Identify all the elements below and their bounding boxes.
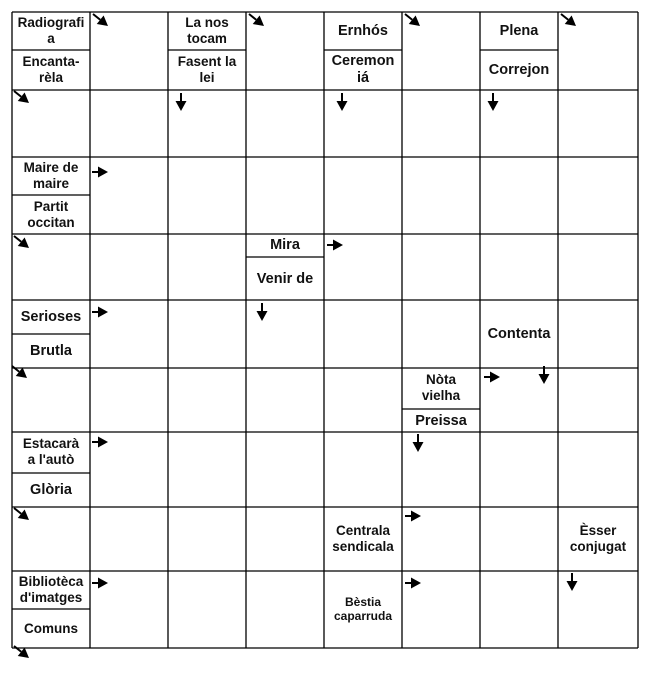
- clue-maire-de-maire: Maire de maire: [23, 159, 79, 191]
- clue-esser-conjugat: Èsser conjugat: [569, 523, 627, 554]
- arrow-down-icon: [539, 366, 550, 384]
- arrow-right-icon: [92, 578, 108, 589]
- clue-partit-occitan: Partit occitan: [27, 198, 75, 230]
- arrow-diagonal-icon: [93, 14, 108, 26]
- clue-estacara-a-lauto: Estacarà a l'autò: [22, 436, 80, 467]
- clue-plena: Plena: [499, 22, 539, 39]
- arrow-diagonal-icon: [14, 508, 29, 520]
- clue-nota-vielha: Nòta vielha: [421, 372, 461, 403]
- arrow-down-icon: [176, 93, 187, 111]
- clue-preissa: Preissa: [415, 412, 467, 429]
- arrow-diagonal-icon: [249, 14, 264, 26]
- arrow-right-icon: [484, 372, 500, 383]
- clue-mira: Mira: [270, 236, 300, 253]
- clue-brutla: Brutla: [30, 343, 72, 360]
- arrow-right-icon: [92, 307, 108, 318]
- clue-ernhos: Ernhós: [338, 22, 388, 39]
- clue-gloria: Glòria: [30, 482, 72, 499]
- clue-centrala-sendicala: Centrala sendicala: [332, 523, 394, 554]
- clue-biblioteca-dimatges: Bibliotèca d'imatges: [18, 573, 84, 605]
- clue-radiografia: Radiografi a: [17, 15, 85, 46]
- arrow-diagonal-icon: [405, 14, 420, 26]
- arrow-down-icon: [488, 93, 499, 111]
- clue-bestia-caparruda: Bèstia caparruda: [333, 594, 393, 623]
- arrow-diagonal-icon: [14, 91, 29, 103]
- arrow-diagonal-icon: [561, 14, 576, 26]
- arrow-down-icon: [337, 93, 348, 111]
- arrow-right-icon: [92, 167, 108, 178]
- arrow-right-icon: [405, 578, 421, 589]
- arrow-diagonal-icon: [14, 236, 29, 248]
- clue-fasent-la-lei: Fasent la lei: [177, 54, 237, 85]
- arrow-down-icon: [413, 434, 424, 452]
- clue-venir-de: Venir de: [256, 270, 314, 287]
- clue-la-nos-tocam: La nos tocam: [185, 15, 229, 46]
- arrow-down-icon: [257, 303, 268, 321]
- clue-ceremonia: Ceremon iá: [331, 53, 395, 86]
- arrow-right-icon: [405, 511, 421, 522]
- clue-serioses: Serioses: [20, 308, 82, 325]
- arrow-right-icon: [327, 240, 343, 251]
- clue-contenta: Contenta: [487, 325, 551, 342]
- clue-comuns: Comuns: [24, 621, 78, 637]
- clue-encantarela: Encanta- rèla: [22, 54, 80, 85]
- arrow-right-icon: [92, 437, 108, 448]
- clue-correjon: Correjon: [488, 61, 550, 78]
- arrow-down-icon: [567, 573, 578, 591]
